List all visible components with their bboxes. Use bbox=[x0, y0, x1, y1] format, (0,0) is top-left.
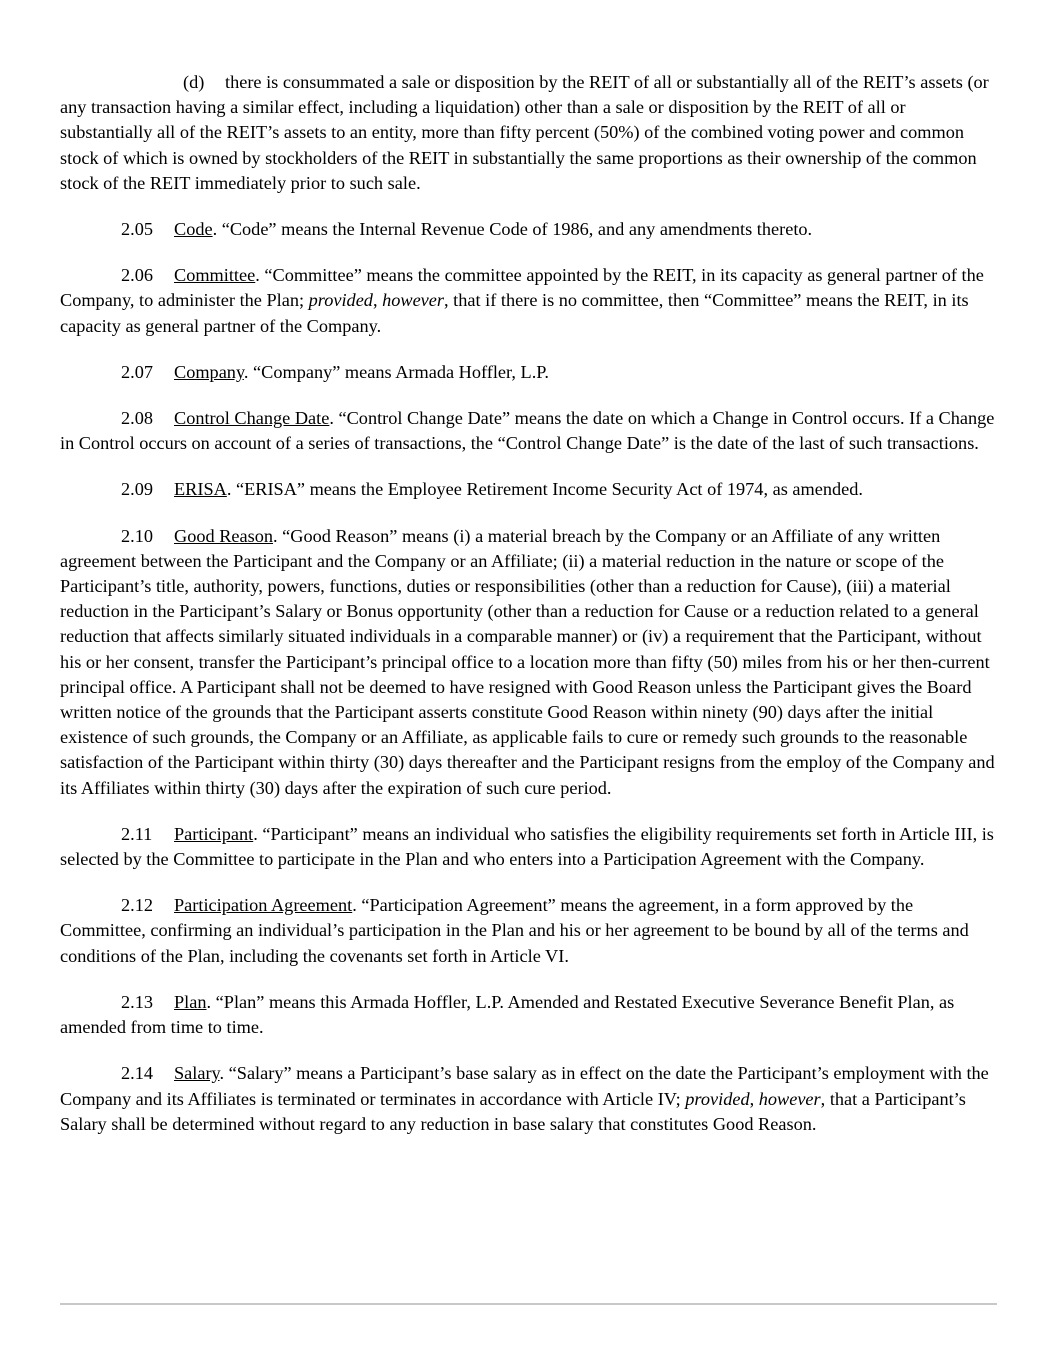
section-2-10 bbox=[60, 524, 998, 801]
defined-term: Good Reason bbox=[174, 525, 274, 546]
page-bottom-divider bbox=[60, 1303, 997, 1305]
italic-however: however bbox=[382, 290, 445, 311]
defined-term: Salary bbox=[174, 1063, 220, 1084]
definition-text: . “Committee” means the committee appointed by the REIT, in its capacity as general partner of the Company, to administer the Plan; bbox=[60, 265, 984, 311]
defined-term: ERISA bbox=[174, 479, 227, 500]
section-number: 2.13 bbox=[121, 991, 153, 1012]
definition-text: , that a Participant’s Salary shall be determined without regard to any reduction in base salary that constitutes Good Reason. bbox=[60, 1088, 966, 1134]
definition-text: . “Participation Agreement” means the agreement, in a form approved by the Committee, confirming an individual’s participation in the Plan and his or her agreement to be bound by all of the terms and conditions of the Plan, including the covenants set forth in Article VI. bbox=[60, 895, 969, 966]
section-2-06 bbox=[60, 263, 998, 339]
defined-term: Participation Agreement bbox=[174, 895, 353, 916]
section-number: 2.09 bbox=[121, 479, 153, 500]
section-number: 2.05 bbox=[121, 219, 153, 240]
section-2-14 bbox=[60, 1061, 998, 1137]
definition-text: . “Control Change Date” means the date on which a Change in Control occurs. If a Change in Control occurs on account of a series of transactions, the “Control Change Date” is the date of the last of such transactions. bbox=[60, 408, 995, 454]
section-2-11 bbox=[60, 822, 998, 872]
section-2-09 bbox=[60, 477, 998, 502]
clause-text: there is consummated a sale or disposition by the REIT of all or substantially all of the REIT’s assets (or any transaction having a similar effect, including a liquidation) other than a sale or disposition by the REIT of all or substantially all of the REIT’s assets to an entity, more than fifty percent (50%) of the combined voting power and common stock of which is owned by stockholders of the REIT in substantially the same proportions as their ownership of the common stock of the REIT immediately prior to such sale. bbox=[60, 72, 989, 193]
document-page bbox=[60, 70, 998, 1158]
definition-text: . “Good Reason” means (i) a material breach by the Company or an Affiliate of any written agreement between the Participant and the Company or an Affiliate; (ii) a material reduction in the nature or scope of the Participant’s title, authority, powers, functions, duties or responsibilities (other than a reduction for Cause), (iii) a material reduction in the Participant’s Salary or Bonus opportunity (other than a reduction for Cause or a reduction related to a general reduction that affects similarly situated individuals in a comparable manner) or (iv) a requirement that the Participant, without his or her consent, transfer the Participant’s principal office to a location more than fifty (50) miles from his or her then-current principal office. A Participant shall not be deemed to have resigned with Good Reason unless the Participant gives the Board written notice of the grounds that the Participant asserts constitute Good Reason within ninety (90) days after the initial existence of such grounds, the Company or an Affiliate, as applicable fails to cure or remedy such grounds to the reasonable satisfaction of the Participant within thirty (30) days thereafter and the Participant resigns from the employ of the Company and its Affiliates within thirty (30) days after the expiration of such cure period. bbox=[60, 525, 995, 798]
defined-term: Company bbox=[174, 361, 244, 382]
definition-text: , bbox=[749, 1088, 759, 1109]
italic-however: however bbox=[758, 1088, 821, 1109]
section-2-07 bbox=[60, 360, 998, 385]
italic-provided: provided bbox=[685, 1088, 750, 1109]
section-number: 2.10 bbox=[121, 525, 153, 546]
defined-term: Control Change Date bbox=[174, 408, 330, 429]
section-number: 2.14 bbox=[121, 1063, 153, 1084]
defined-term: Plan bbox=[174, 991, 207, 1012]
section-2-12 bbox=[60, 893, 998, 969]
clause-label: (d) bbox=[183, 72, 205, 92]
defined-term: Committee bbox=[174, 265, 256, 286]
section-2-13 bbox=[60, 990, 998, 1040]
section-number: 2.11 bbox=[121, 823, 153, 844]
section-2-05 bbox=[60, 217, 998, 242]
definition-text: . “Participant” means an individual who satisfies the eligibility requirements set forth in Article III, is selected by the Committee to participate in the Plan and who enters into a Participation Agreement with the Company. bbox=[60, 823, 994, 870]
section-number: 2.12 bbox=[121, 895, 153, 916]
definition-text: . “Plan” means this Armada Hoffler, L.P. Amended and Restated Executive Severance Benefit Plan, as amended from time to time. bbox=[60, 991, 955, 1038]
section-2-08 bbox=[60, 406, 998, 456]
section-number: 2.07 bbox=[121, 361, 153, 382]
defined-term: Participant bbox=[174, 823, 254, 844]
definition-text: . “ERISA” means the Employee Retirement Income Security Act of 1974, as amended. bbox=[226, 479, 863, 500]
clause-d bbox=[60, 70, 998, 196]
definition-text: , bbox=[372, 290, 383, 311]
section-number: 2.08 bbox=[121, 408, 153, 429]
defined-term: Code bbox=[174, 219, 213, 240]
definition-text: , that if there is no committee, then “Committee” means the REIT, in its capacity as general partner of the Company. bbox=[60, 290, 969, 336]
definition-text: . “Code” means the Internal Revenue Code of 1986, and any amendments thereto. bbox=[212, 219, 813, 240]
section-number: 2.06 bbox=[121, 265, 153, 286]
italic-provided: provided bbox=[308, 290, 373, 311]
definition-text: . “Salary” means a Participant’s base salary as in effect on the date the Participant’s employment with the Company and its Affiliates is terminated or terminates in accordance with Article IV; bbox=[60, 1063, 989, 1109]
definition-text: . “Company” means Armada Hoffler, L.P. bbox=[243, 361, 549, 382]
